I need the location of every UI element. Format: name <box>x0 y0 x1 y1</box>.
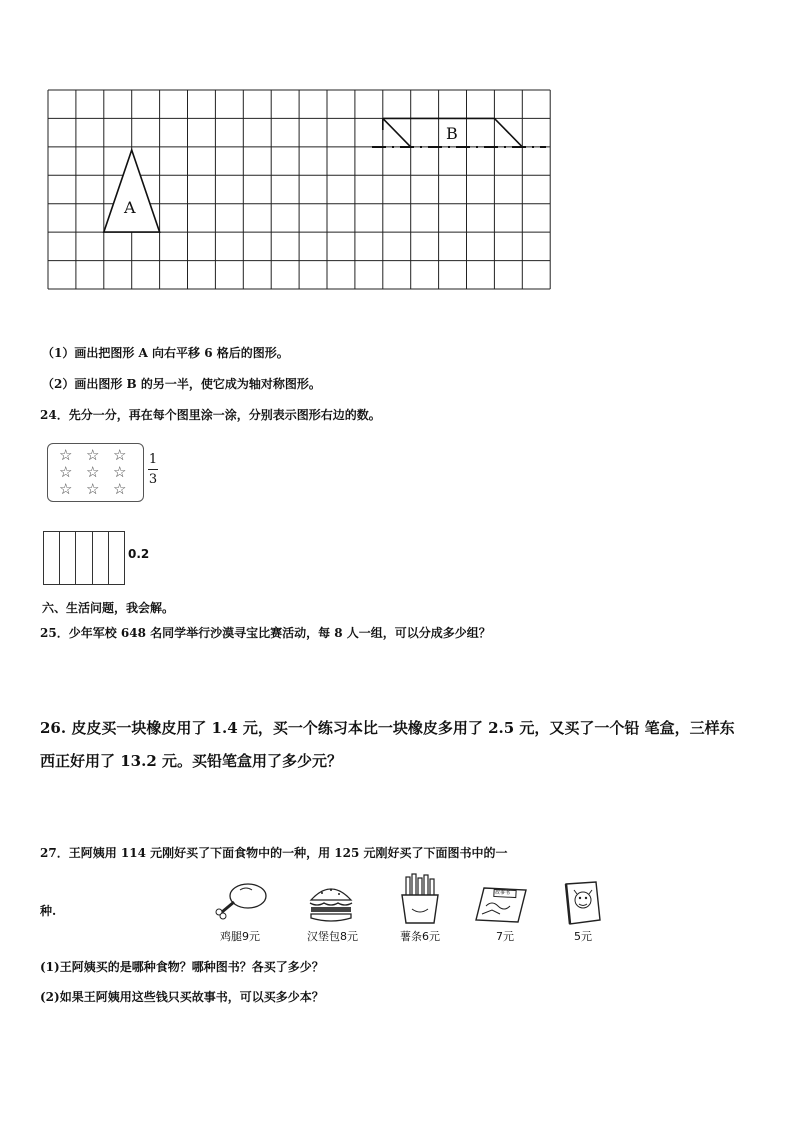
fraction-bar <box>148 469 158 470</box>
burger-icon <box>307 882 355 924</box>
grid-label-a: A <box>124 198 136 217</box>
q27-sub1: (1)王阿姨买的是哪种食物？哪种图书？各买了多少？ <box>40 960 324 974</box>
drumstick-icon <box>212 880 270 922</box>
star-icon: ☆ <box>59 446 73 464</box>
food-label-burger: 汉堡包8元 <box>307 930 358 943</box>
q23-part1: （1）画出把图形 A 向右平移 6 格后的图形。 <box>42 346 289 360</box>
q27-line2: 种. <box>40 904 57 918</box>
star-icon: ☆ <box>113 446 127 464</box>
star-icon: ☆ <box>113 463 127 481</box>
star-box <box>47 443 144 502</box>
q23-part2: （2）画出图形 B 的另一半，使它成为轴对称图形。 <box>42 377 321 391</box>
q27-sub2: (2)如果王阿姨用这些钱只买故事书，可以买多少本？ <box>40 990 324 1004</box>
star-icon: ☆ <box>86 446 100 464</box>
rect-part <box>76 532 92 584</box>
grid-label-b: B <box>446 124 458 143</box>
grid-figure <box>0 0 794 300</box>
five-part-rectangle <box>43 531 125 585</box>
fries-icon <box>398 873 442 925</box>
q25-text: 25．少年军校 648 名同学举行沙漠寻宝比赛活动，每 8 人一组，可以分成多少组？ <box>40 626 491 640</box>
food-label-drumstick: 鸡腿9元 <box>220 930 260 943</box>
book-label-picture-book: 5元 <box>574 930 592 943</box>
fraction-denominator: 3 <box>148 472 158 487</box>
star-icon: ☆ <box>86 480 100 498</box>
rect-part <box>109 532 124 584</box>
picture-book-icon <box>562 880 604 926</box>
rect-part <box>44 532 60 584</box>
q26-line2: 西正好用了 13.2 元。买铅笔盒用了多少元？ <box>40 752 342 770</box>
star-icon: ☆ <box>113 480 127 498</box>
q27-line1: 27．王阿姨用 114 元刚好买了下面食物中的一种，用 125 元刚好买了下面图书中的一 <box>40 846 508 860</box>
decimal-label: 0.2 <box>128 547 150 561</box>
book-label-storybook: 7元 <box>496 930 514 943</box>
fraction-numerator: 1 <box>148 452 158 467</box>
rect-part <box>60 532 76 584</box>
section6-title: 六、生活问题，我会解。 <box>42 601 175 615</box>
q24-text: 24．先分一分，再在每个图里涂一涂，分别表示图形右边的数。 <box>40 408 381 422</box>
star-icon: ☆ <box>59 480 73 498</box>
q26-line1: 26. 皮皮买一块橡皮用了 1.4 元，买一个练习本比一块橡皮多用了 2.5 元，又买了一个铅 笔盒，三样东 <box>40 719 735 737</box>
rect-part <box>93 532 109 584</box>
food-label-fries: 薯条6元 <box>400 930 440 943</box>
triangle-a <box>104 150 160 232</box>
star-icon: ☆ <box>59 463 73 481</box>
star-icon: ☆ <box>86 463 100 481</box>
fraction-one-third <box>148 452 158 487</box>
storybook-title: 故事书 <box>494 889 511 897</box>
